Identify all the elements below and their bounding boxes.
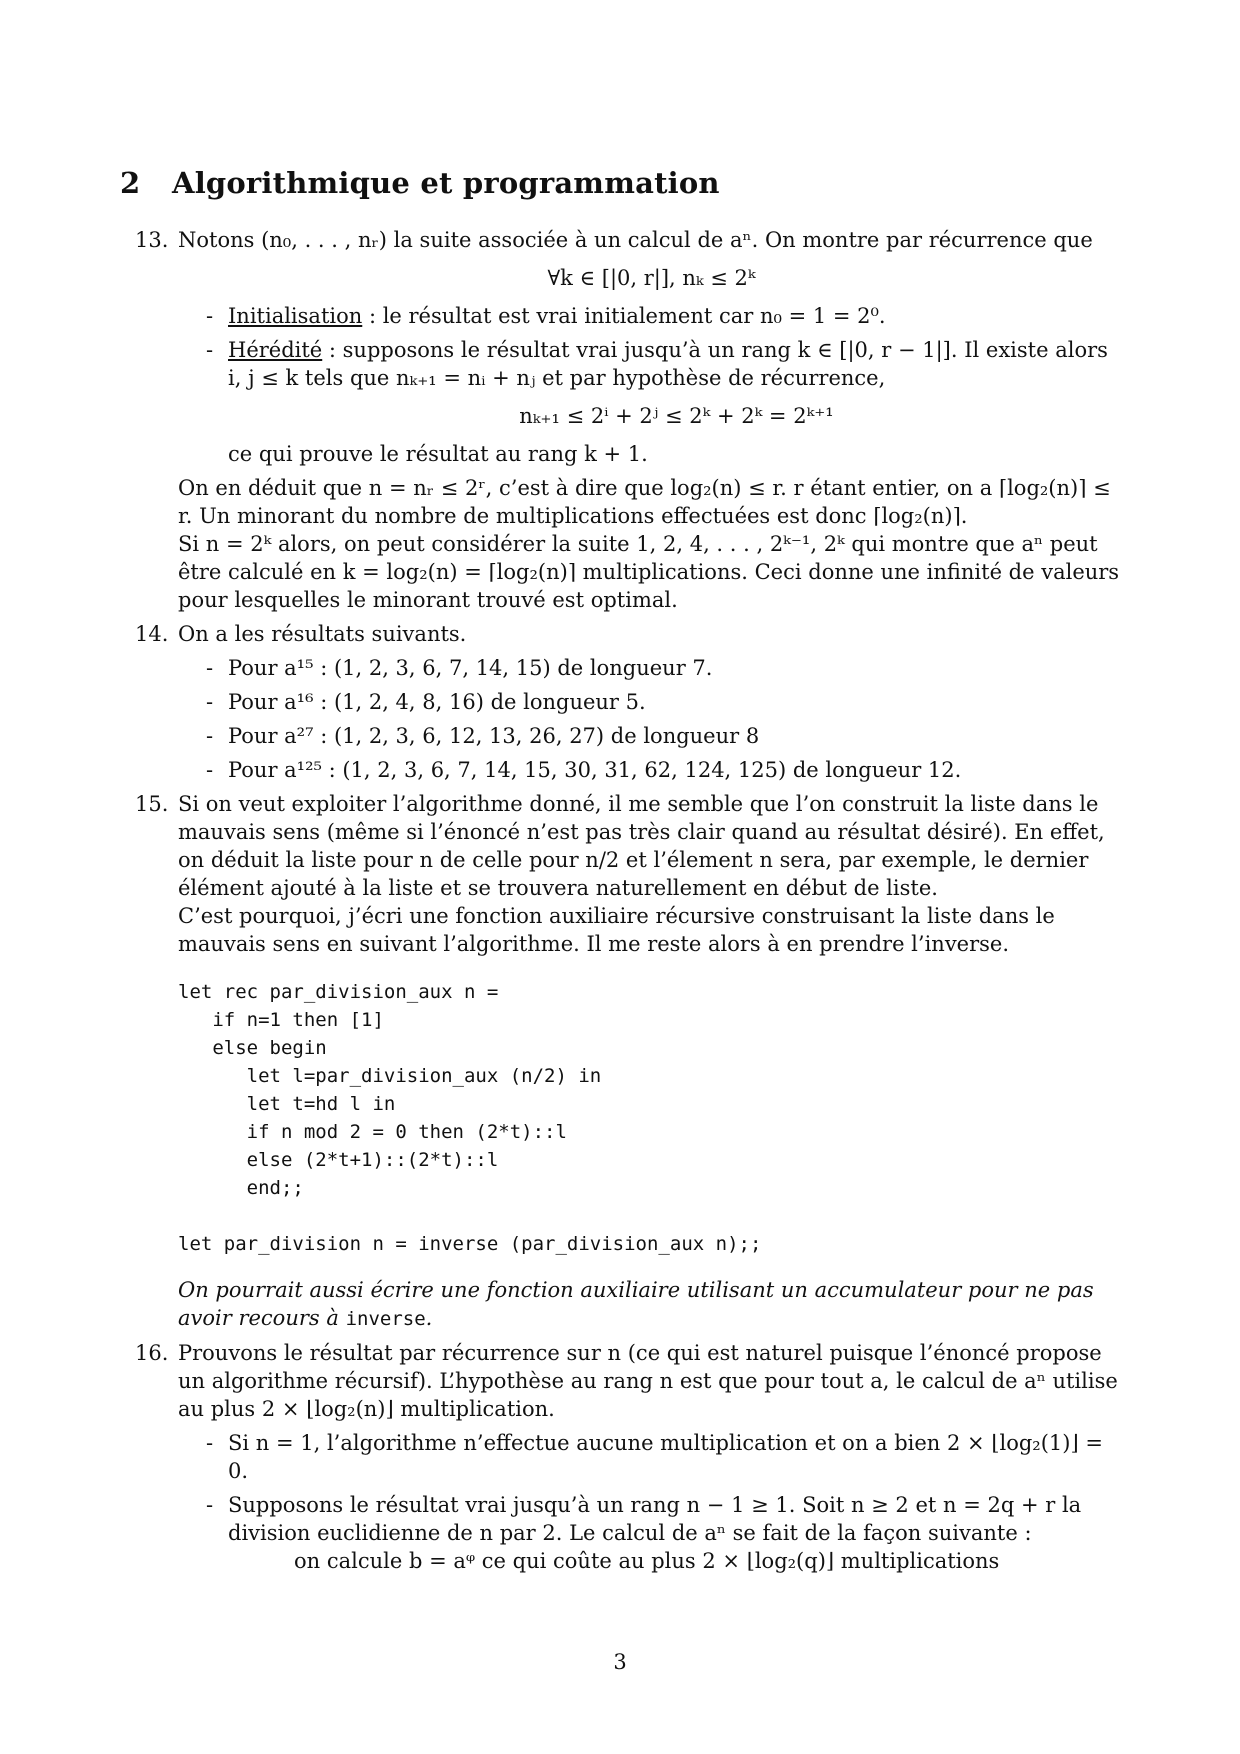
question-14 xyxy=(135,620,1125,784)
q13-heredite: - Hérédité : supposons le résultat vrai jusqu’à un rang k ∈ [|0, r − 1|]. Il existe alors i, j ≤ k tels que nₖ₊₁ = nᵢ + nⱼ et par hypothèse de récurrence, nₖ₊₁ ≤ 2ⁱ + 2ʲ ≤ 2ᵏ + 2ᵏ = 2ᵏ⁺¹ ce qui prouve le résultat au rang k + 1. xyxy=(206,336,1125,468)
page-number: 3 xyxy=(613,1650,627,1674)
q13-proof-steps xyxy=(178,302,1125,468)
section-heading xyxy=(120,166,720,200)
code-line: let rec par_division_aux n = xyxy=(178,981,499,1003)
list-item: - Pour a¹⁶ : (1, 2, 4, 8, 16) de longueur 5. xyxy=(206,690,646,714)
code-line: else (2*t+1)::(2*t)::l xyxy=(178,1149,499,1171)
question-number: 14. xyxy=(135,622,169,646)
q15-remark: On pourrait aussi écrire une fonction auxiliaire utilisant un accumulateur pour ne pas avoir recours à inverse. xyxy=(178,1278,1094,1330)
list-item: - Pour a²⁷ : (1, 2, 3, 6, 12, 13, 26, 27) de longueur 8 xyxy=(206,724,760,748)
q14-intro: On a les résultats suivants. xyxy=(178,622,467,646)
code-line: if n=1 then [1] xyxy=(178,1009,384,1031)
section-title: Algorithmique et programmation xyxy=(172,166,720,200)
q14-results xyxy=(178,654,1125,784)
list-item: - Pour a¹²⁵ : (1, 2, 3, 6, 7, 14, 15, 30, 31, 62, 124, 125) de longueur 12. xyxy=(206,758,962,782)
list-item: - Si n = 1, l’algorithme n’effectue aucune multiplication et on a bien 2 × ⌊log₂(1)⌋ = 0. xyxy=(206,1431,1103,1483)
q15-paragraph-2: C’est pourquoi, j’écri une fonction auxiliaire récursive construisant la liste dans le mauvais sens en suivant l’algorithme. Il me reste alors à en prendre l’inverse. xyxy=(178,904,1055,956)
question-15 xyxy=(135,790,1125,1333)
list-item: - Pour a¹⁵ : (1, 2, 3, 6, 7, 14, 15) de longueur 7. xyxy=(206,656,713,680)
question-number: 16. xyxy=(135,1341,169,1365)
q13-paragraph-1: On en déduit que n = nᵣ ≤ 2ʳ, c’est à dire que log₂(n) ≤ r. r étant entier, on a ⌈log₂(n)⌉ ≤ r. Un minorant du nombre de multiplications effectuées est donc ⌈log₂(n)⌉. xyxy=(178,476,1111,528)
q16-proof-steps xyxy=(178,1429,1125,1575)
question-number: 15. xyxy=(135,792,169,816)
code-line xyxy=(178,1202,1125,1230)
code-line: else begin xyxy=(178,1037,327,1059)
code-line: end;; xyxy=(178,1177,304,1199)
question-number: 13. xyxy=(135,228,169,252)
code-line: let l=par_division_aux (n/2) in xyxy=(178,1065,602,1087)
document-body xyxy=(135,226,1125,1581)
hered-conclusion: ce qui prouve le résultat au rang k + 1. xyxy=(228,442,648,466)
inline-code: inverse xyxy=(345,1308,426,1330)
q15-paragraph-1: Si on veut exploiter l’algorithme donné, il me semble que l’on construit la liste dans le mauvais sens (même si l’énoncé n’est pas très clair quand au résultat désiré). En effet, on déduit la liste pour n de celle pour n/2 et l’élement n sera, par exemple, le dernier élément ajouté à la liste et se trouvera naturellement en début de liste. xyxy=(178,792,1105,900)
q13-formula: ∀k ∈ [|0, r|], nₖ ≤ 2ᵏ xyxy=(547,266,756,290)
list-item: - Supposons le résultat vrai jusqu’à un rang n − 1 ≥ 1. Soit n ≥ 2 et n = 2q + r la division euclidienne de n par 2. Le calcul de aⁿ se fait de la façon suivante : on calcule b = aᵠ ce qui coûte au plus 2 × ⌊log₂(q)⌋ multiplications xyxy=(206,1491,1125,1575)
section-number: 2 xyxy=(120,166,141,200)
hered-formula: nₖ₊₁ ≤ 2ⁱ + 2ʲ ≤ 2ᵏ + 2ᵏ = 2ᵏ⁺¹ xyxy=(519,404,834,428)
q13-initialisation: - Initialisation : le résultat est vrai initialement car n₀ = 1 = 2⁰. xyxy=(206,304,886,328)
q13-paragraph-2: Si n = 2ᵏ alors, on peut considérer la suite 1, 2, 4, . . . , 2ᵏ⁻¹, 2ᵏ qui montre que aⁿ peut être calculé en k = log₂(n) = ⌈log₂(n)⌉ multiplications. Ceci donne une infinité de valeurs pour lesquelles le minorant trouvé est optimal. xyxy=(178,532,1120,612)
hered-label: Hérédité xyxy=(228,338,323,362)
q16-intro: Prouvons le résultat par récurrence sur n (ce qui est naturel puisque l’énoncé propose un algorithme récursif). L’hypothèse au rang n est que pour tout a, le calcul de aⁿ utilise au plus 2 × ⌊log₂(n)⌋ multiplication. xyxy=(178,1341,1118,1421)
code-line: let t=hd l in xyxy=(178,1093,396,1115)
init-label: Initialisation xyxy=(228,304,363,328)
question-13 xyxy=(135,226,1125,614)
hered-text: : supposons le résultat vrai jusqu’à un rang k ∈ [|0, r − 1|]. Il existe alors i, j ≤ k tels que nₖ₊₁ = nᵢ + nⱼ et par hypothèse de récurrence, xyxy=(228,338,1108,390)
code-line: let par_division n = inverse (par_division_aux n);; xyxy=(178,1233,762,1255)
q13-intro: Notons (n₀, . . . , nᵣ) la suite associée à un calcul de aⁿ. On montre par récurrence que xyxy=(178,228,1093,252)
question-16 xyxy=(135,1339,1125,1575)
init-text: : le résultat est vrai initialement car n₀ = 1 = 2⁰. xyxy=(362,304,886,328)
q16-step: on calcule b = aᵠ ce qui coûte au plus 2 × ⌊log₂(q)⌋ multiplications xyxy=(294,1549,1000,1573)
code-block xyxy=(178,978,1125,1258)
code-line: if n mod 2 = 0 then (2*t)::l xyxy=(178,1121,567,1143)
